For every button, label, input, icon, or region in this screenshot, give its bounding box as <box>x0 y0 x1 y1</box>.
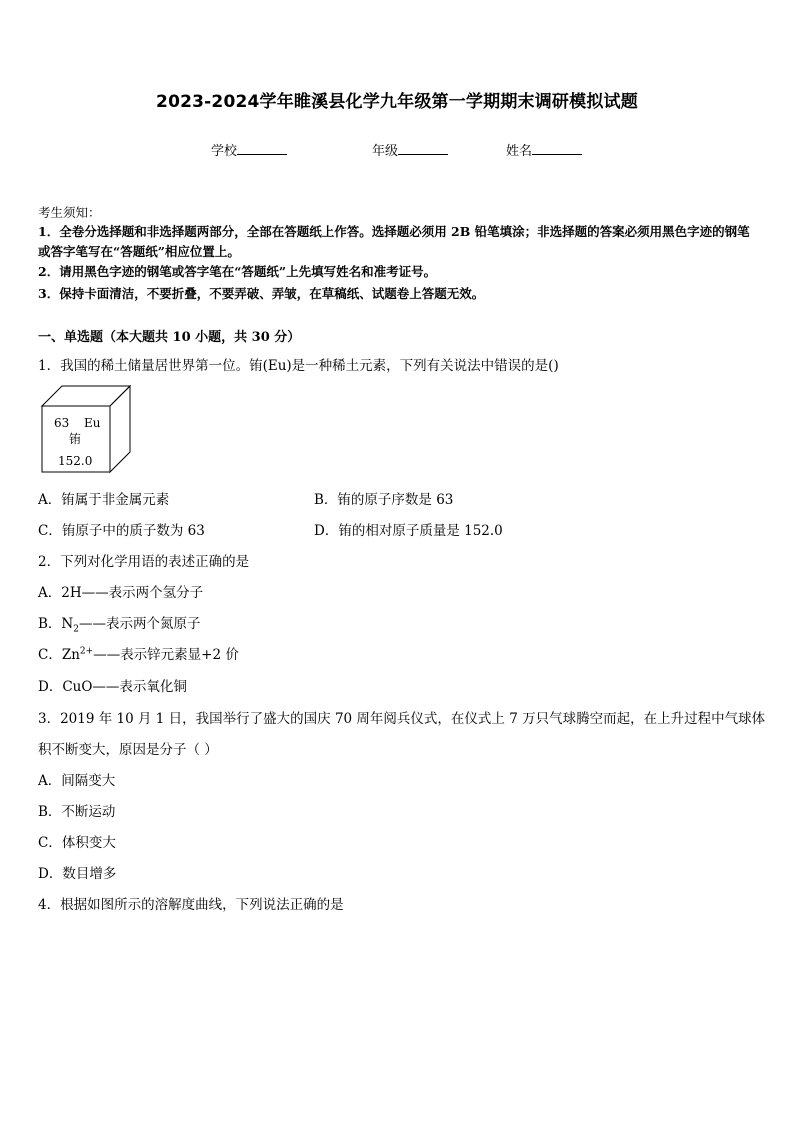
europium-element-card <box>40 384 132 474</box>
question-3-stem-line-1: 3．2019 年 10 月 1 日，我国举行了盛大的国庆 70 周年阅兵仪式，在仪式上 7 万只气球腾空而起，在上升过程中气球体 <box>38 711 766 727</box>
q2-option-b-prefix: B．N <box>38 616 74 632</box>
name-label: 姓名 <box>506 144 533 159</box>
element-mass: 152.0 <box>58 454 93 468</box>
q2-option-b-subscript: 2 <box>73 624 79 635</box>
page-title: 2023-2024学年睢溪县化学九年级第一学期期末调研模拟试题 <box>156 92 638 112</box>
q2-option-c-prefix: C．Zn <box>38 647 80 663</box>
element-symbol: Eu <box>84 416 101 430</box>
name-blank[interactable] <box>532 142 582 155</box>
question-3-stem-line-2: 积不断变大，原因是分子（ ） <box>38 742 218 758</box>
q2-option-a[interactable]: A．2H——表示两个氢分子 <box>38 585 204 601</box>
notice-item-1: 1．全卷分选择题和非选择题两部分，全部在答题纸上作答。选择题必须用 2B 铅笔填涂；非选择题的答案必须用黑色字迹的钢笔或答字笔写在“答题纸”相应位置上。 <box>38 224 750 259</box>
q2-option-b-suffix: ——表示两个氮原子 <box>78 616 201 632</box>
q1-option-a[interactable]: A．铕属于非金属元素 <box>38 492 170 508</box>
grade-blank[interactable] <box>398 142 448 155</box>
question-4-stem: 4．根据如图所示的溶解度曲线，下列说法正确的是 <box>38 897 344 913</box>
q2-option-c-superscript: 2+ <box>79 646 94 657</box>
q1-option-d[interactable]: D．铕的相对原子质量是 152.0 <box>314 523 503 539</box>
q3-option-b[interactable]: B．不断运动 <box>38 804 116 820</box>
q1-option-b[interactable]: B．铕的原子序数是 63 <box>314 492 454 508</box>
q2-option-c-suffix: ——表示锌元素显+2 价 <box>93 647 239 663</box>
question-1-stem: 1．我国的稀土储量居世界第一位。铕(Eu)是一种稀土元素，下列有关说法中错误的是() <box>38 358 559 374</box>
section-heading: 一、单选题（本大题共 10 小题，共 30 分） <box>38 330 301 345</box>
element-number: 63 <box>54 416 70 430</box>
q3-option-d[interactable]: D．数目增多 <box>38 866 117 882</box>
q1-option-c[interactable]: C．铕原子中的质子数为 63 <box>38 523 205 539</box>
q3-option-a[interactable]: A．间隔变大 <box>38 773 116 789</box>
school-field[interactable] <box>211 140 287 159</box>
school-label: 学校 <box>211 144 238 159</box>
q2-option-d[interactable]: D．CuO——表示氧化铜 <box>38 679 187 695</box>
element-name: 铕 <box>69 432 82 446</box>
notice-heading: 考生须知： <box>38 205 101 220</box>
q2-option-b[interactable] <box>38 612 200 635</box>
school-blank[interactable] <box>237 142 287 155</box>
q2-option-c[interactable] <box>38 643 239 663</box>
grade-label: 年级 <box>372 144 399 159</box>
notice-item-2: 2．请用黑色字迹的钢笔或答字笔在“答题纸”上先填写姓名和准考证号。 <box>38 264 437 279</box>
name-field[interactable] <box>506 140 582 159</box>
grade-field[interactable] <box>372 140 448 159</box>
q3-option-c[interactable]: C．体积变大 <box>38 835 116 851</box>
question-2-stem: 2．下列对化学用语的表述正确的是 <box>38 554 250 570</box>
notice-item-3: 3．保持卡面清洁，不要折叠，不要弄破、弄皱，在草稿纸、试题卷上答题无效。 <box>38 286 485 301</box>
